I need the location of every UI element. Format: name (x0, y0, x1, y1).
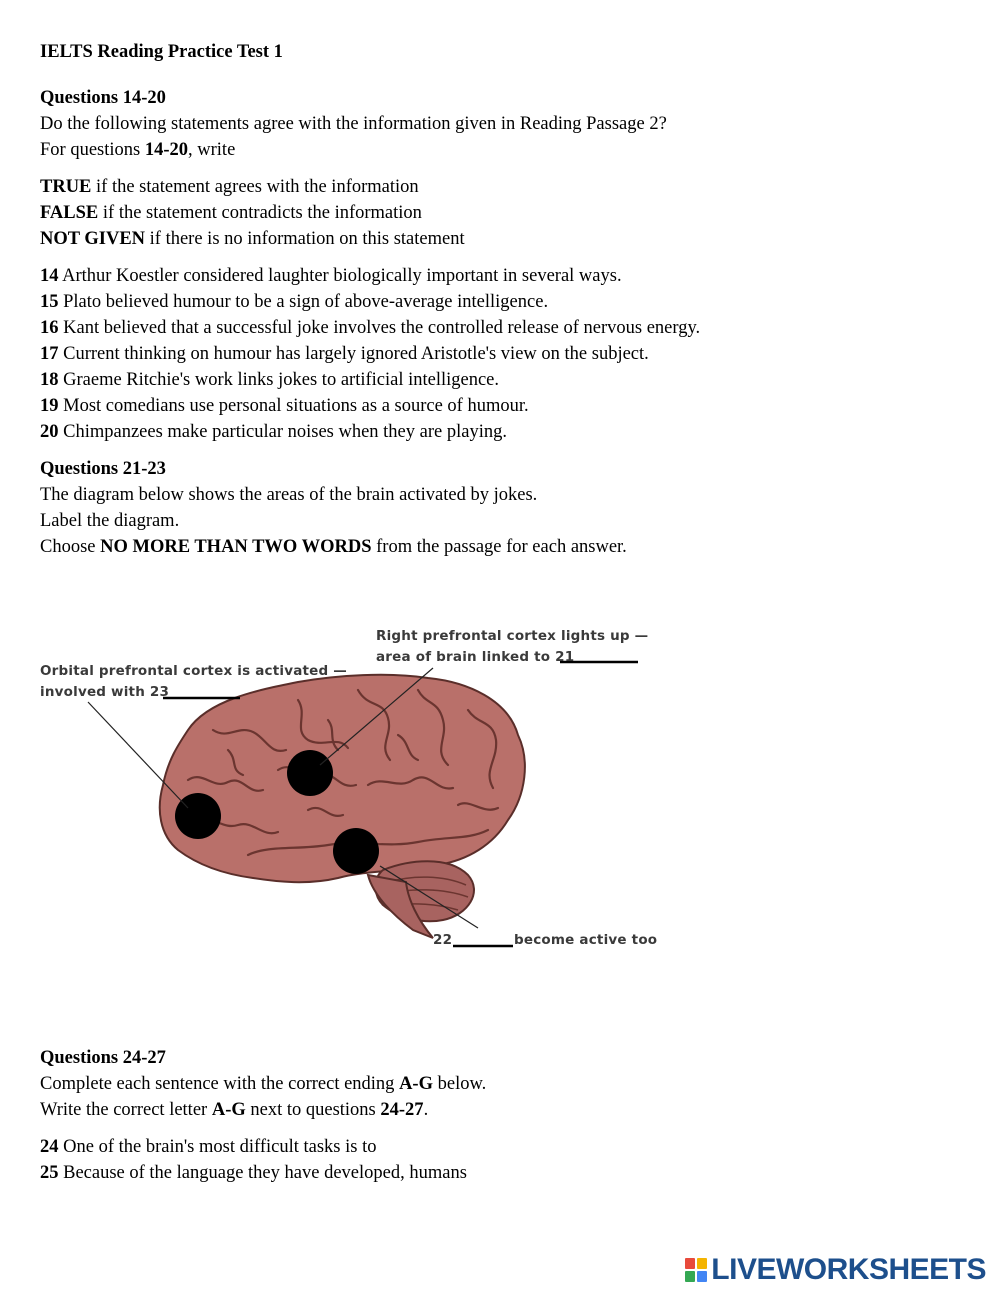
question-item: 25 Because of the language they have developed, humans (40, 1163, 467, 1183)
option-not-given: NOT GIVEN if there is no information on this statement (40, 229, 465, 249)
question-item: 14 Arthur Koestler considered laughter biologically important in several ways. (40, 266, 622, 286)
diagram-label-22-num: 22 (433, 932, 453, 948)
liveworksheets-logo-text: LIVEWORKSHEETS (711, 1253, 986, 1286)
question-item: 20 Chimpanzees make particular noises when they are playing. (40, 422, 507, 442)
question-item: 16 Kant believed that a successful joke involves the controlled release of nervous energy. (40, 318, 701, 338)
diagram-label-22-text: become active too (514, 932, 658, 948)
instruction-text: For questions 14-20, write (40, 140, 236, 160)
section-heading-24-27: Questions 24-27 (40, 1048, 166, 1068)
section-heading-21-23: Questions 21-23 (40, 459, 166, 479)
brain-diagram (38, 620, 658, 960)
question-item: 19 Most comedians use personal situations as a source of humour. (40, 396, 529, 416)
activation-dot-orbital (175, 793, 221, 839)
liveworksheets-logo-icon (685, 1258, 707, 1282)
instruction-text: The diagram below shows the areas of the brain activated by jokes. (40, 485, 538, 505)
diagram-label-21: Right prefrontal cortex lights up — area of brain linked to 21 (376, 628, 649, 665)
activation-dot-right-prefrontal (287, 750, 333, 796)
question-item: 15 Plato believed humour to be a sign of above-average intelligence. (40, 292, 549, 312)
option-false: FALSE if the statement contradicts the information (40, 203, 422, 223)
activation-dot-lower (333, 828, 379, 874)
instruction-text: Choose NO MORE THAN TWO WORDS from the passage for each answer. (40, 537, 627, 557)
instruction-text: Write the correct letter A-G next to questions 24-27. (40, 1100, 429, 1120)
question-item: 24 One of the brain's most difficult tasks is to (40, 1137, 377, 1157)
section-heading-14-20: Questions 14-20 (40, 88, 166, 108)
question-item: 18 Graeme Ritchie's work links jokes to artificial intelligence. (40, 370, 500, 390)
instruction-text: Do the following statements agree with the information given in Reading Passage 2? (40, 114, 667, 134)
question-item: 17 Current thinking on humour has largely ignored Aristotle's view on the subject. (40, 344, 649, 364)
instruction-text: Label the diagram. (40, 511, 180, 531)
liveworksheets-logo (685, 1254, 986, 1286)
instruction-text: Complete each sentence with the correct ending A-G below. (40, 1074, 487, 1094)
option-true: TRUE if the statement agrees with the information (40, 177, 419, 197)
page-title: IELTS Reading Practice Test 1 (40, 42, 283, 62)
diagram-label-23: Orbital prefrontal cortex is activated — involved with 23 (40, 663, 347, 700)
